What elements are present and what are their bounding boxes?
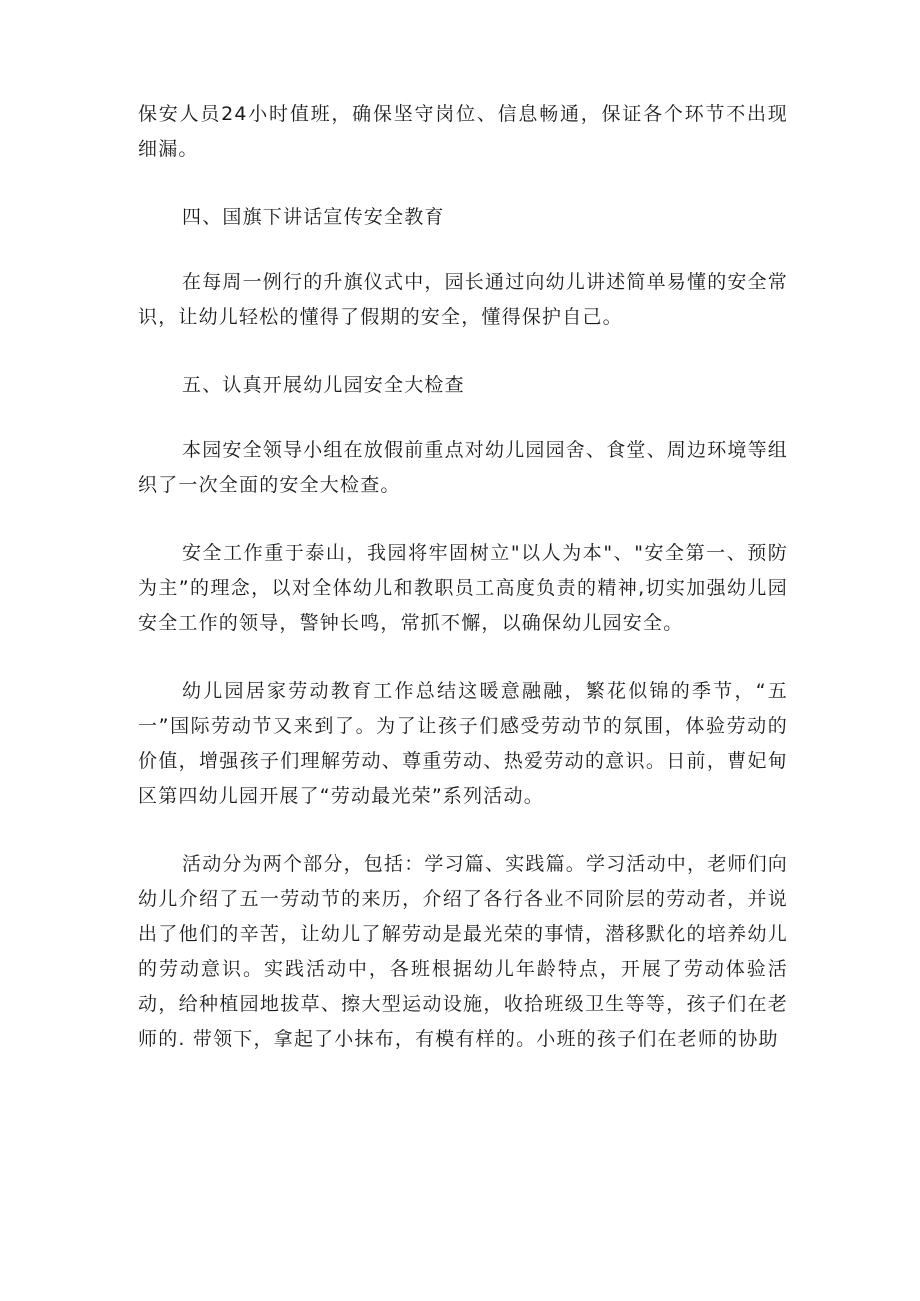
section-heading-safety-inspection: 五、认真开展幼儿园安全大检查 — [182, 374, 465, 396]
section-heading-flag-speech: 四、国旗下讲话宣传安全教育 — [182, 206, 445, 228]
paragraph-safety-work: 安全工作重于泰山，我园将牢固树立"以人为本"、"安全第一、预防为主”的理念，以对全体幼儿和教职员工高度负责的精神,切实加强幼儿园安全工作的领导，警钟长鸣，常抓不懈，以确保幼儿园安全。 — [138, 542, 788, 634]
paragraph-security-duty: 保安人员24小时值班，确保坚守岗位、信息畅通，保证各个环节不出现细漏。 — [138, 103, 788, 160]
paragraph-labor-day: 幼儿园居家劳动教育工作总结这暖意融融，繁花似锦的季节，“五一”国际劳动节又来到了。为了让孩子们感受劳动节的氛围，体验劳动的价值，增强孩子们理解劳动、尊重劳动、热爱劳动的意识。日前，曹妃甸区第四幼儿园开展了“劳动最光荣”系列活动。 — [138, 680, 788, 807]
paragraph-inspection: 本园安全领导小组在放假前重点对幼儿园园舍、食堂、周边环境等组织了一次全面的安全大检查。 — [138, 439, 789, 496]
paragraph-activities: 活动分为两个部分，包括：学习篇、实践篇。学习活动中，老师们向幼儿介绍了五一劳动节的来历，介绍了各行各业不同阶层的劳动者，并说出了他们的辛苦，让幼儿了解劳动是最光荣的事情，潜移默化的培养幼儿的劳动意识。实践活动中，各班根据幼儿年龄特点，开展了劳动体验活动，给种植园地拔草、擦大型运动设施，收拾班级卫生等等，孩子们在老师的. 带领下，拿起了小抹布，有模有样的。小班的孩子们在老师的协助 — [138, 853, 789, 1050]
paragraph-flag-ceremony: 在每周一例行的升旗仪式中，园长通过向幼儿讲述简单易懂的安全常识，让幼儿轻松的懂得了假期的安全，懂得保护自己。 — [138, 271, 789, 328]
document-body — [138, 97, 788, 1057]
